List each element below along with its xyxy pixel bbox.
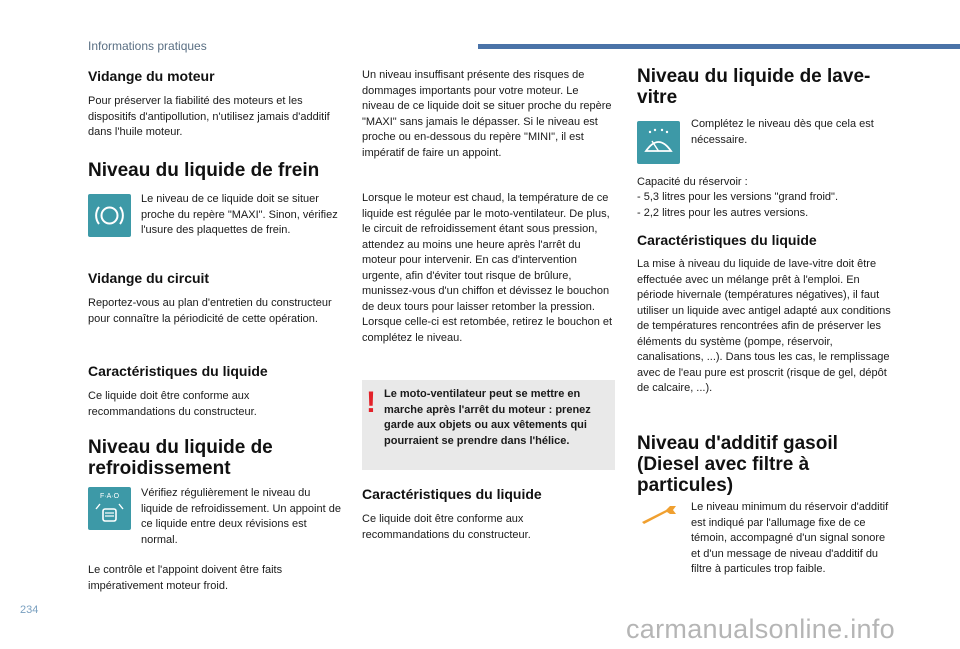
caracteristiques-title-3: Caractéristiques du liquide	[637, 232, 817, 248]
lave-vitre-title-line2: vitre	[637, 87, 678, 108]
washer-fluid-icon	[637, 121, 680, 164]
refroidissement-text: Vérifiez régulièrement le niveau du liquide de refroidissement. Un appoint de ce liquide entre deux révisions est normal.	[141, 487, 341, 546]
capacity-item: - 2,2 litres pour les autres versions.	[637, 206, 809, 219]
warning-text: Le moto-ventilateur peut se mettre en marche après l'arrêt du moteur : prenez garde aux objets ou aux vêtements qui pourraient se prendre dans l'hélice.	[384, 388, 591, 447]
capacity-label: Capacité du réservoir :	[637, 176, 748, 188]
vidange-circuit-title: Vidange du circuit	[88, 270, 210, 286]
refroidissement-title-line1: Niveau du liquide de	[88, 437, 273, 458]
frein-text: Le niveau de ce liquide doit se situer proche du repère "MAXI". Sinon, vérifiez l'usure des plaquettes de frein.	[141, 193, 338, 236]
additif-title-line1: Niveau d'additif gasoil	[637, 433, 838, 454]
coolant-para-2: Lorsque le moteur est chaud, la température de ce liquide est régulée par le moto-ventilateur. De plus, le circuit de refroidissement étant sous pression, attendez au moins une heure après l'arrêt du moteur pour intervenir. En cas d'intervention urgente, afin d'éviter tout risque de brûlure, munissez-vous d'un chiffon et dévissez le bouchon de deux tours pour laisser retomber la pression. Lorsque celle-ci est retombée, retirez le bouchon et complétez le niveau.	[362, 192, 613, 344]
caracteristiques-text-2: Ce liquide doit être conforme aux recommandations du constructeur.	[362, 513, 531, 541]
page-number: 234	[20, 604, 39, 616]
refroidissement-footer: Le contrôle et l'appoint doivent être faits impérativement moteur froid.	[88, 564, 283, 592]
watermark: carmanualsonline.info	[626, 614, 895, 644]
caracteristiques-title-2: Caractéristiques du liquide	[362, 486, 542, 502]
coolant-para-1: Un niveau insuffisant présente des risques de dommages importants pour votre moteur. Le niveau de ce liquide doit se situer proche du repère "MAXI" sans jamais le dépasser. Si le niveau est proche ou en-dessous du repère "MINI", il est impératif de faire un appoint.	[362, 69, 612, 159]
lave-vitre-title	[637, 66, 870, 108]
caracteristiques-text-3: La mise à niveau du liquide de lave-vitre doit être effectuée avec un mélange prêt à l'emploi. En période hivernale (températures négatives), il faut utiliser un liquide avec antigel adapté aux conditions de températures rencontrées afin de préserver les éléments du système (pompe, réservoir, canalisations, ...). Dans tous les cas, le remplissage avec de l'eau pure est proscrit (risque de gel, dépôt de calcaire, ...).	[637, 258, 891, 394]
caracteristiques-title-1: Caractéristiques du liquide	[88, 363, 268, 379]
brake-fluid-icon	[88, 194, 131, 237]
header-bar	[478, 44, 960, 49]
warning-exclamation-icon: !	[366, 386, 376, 419]
additif-text: Le niveau minimum du réservoir d'additif est indiqué par l'allumage fixe de ce témoin, accompagné d'un signal sonore et d'un message de niveau d'additif du filtre à particules trop faible.	[691, 501, 889, 575]
additif-title	[637, 433, 838, 496]
additif-title-line2: (Diesel avec filtre à	[637, 454, 810, 475]
vidange-moteur-text: Pour préserver la fiabilité des moteurs et les dispositifs d'antipollution, n'utilisez jamais d'additif dans l'huile moteur.	[88, 95, 330, 138]
wrench-icon	[640, 502, 680, 526]
capacity-item: - 5,3 litres pour les versions "grand froid".	[637, 191, 839, 203]
vidange-circuit-text: Reportez-vous au plan d'entretien du constructeur pour connaître la périodicité de cette opération.	[88, 297, 332, 325]
lave-vitre-text: Complétez le niveau dès que cela est nécessaire.	[691, 118, 874, 146]
lave-vitre-title-line1: Niveau du liquide de lave-	[637, 66, 871, 87]
refroidissement-title-line2: refroidissement	[88, 458, 231, 479]
coolant-icon	[88, 487, 131, 530]
capacity-list	[637, 190, 897, 221]
frein-title: Niveau du liquide de frein	[88, 160, 320, 181]
refroidissement-title	[88, 437, 273, 479]
section-header: Informations pratiques	[88, 39, 207, 53]
svg-text:F·A·O: F·A·O	[99, 493, 120, 500]
vidange-moteur-title: Vidange du moteur	[88, 68, 215, 84]
additif-title-line3: particules)	[637, 475, 734, 496]
warning-box	[362, 380, 615, 470]
caracteristiques-text-1: Ce liquide doit être conforme aux recommandations du constructeur.	[88, 390, 257, 418]
